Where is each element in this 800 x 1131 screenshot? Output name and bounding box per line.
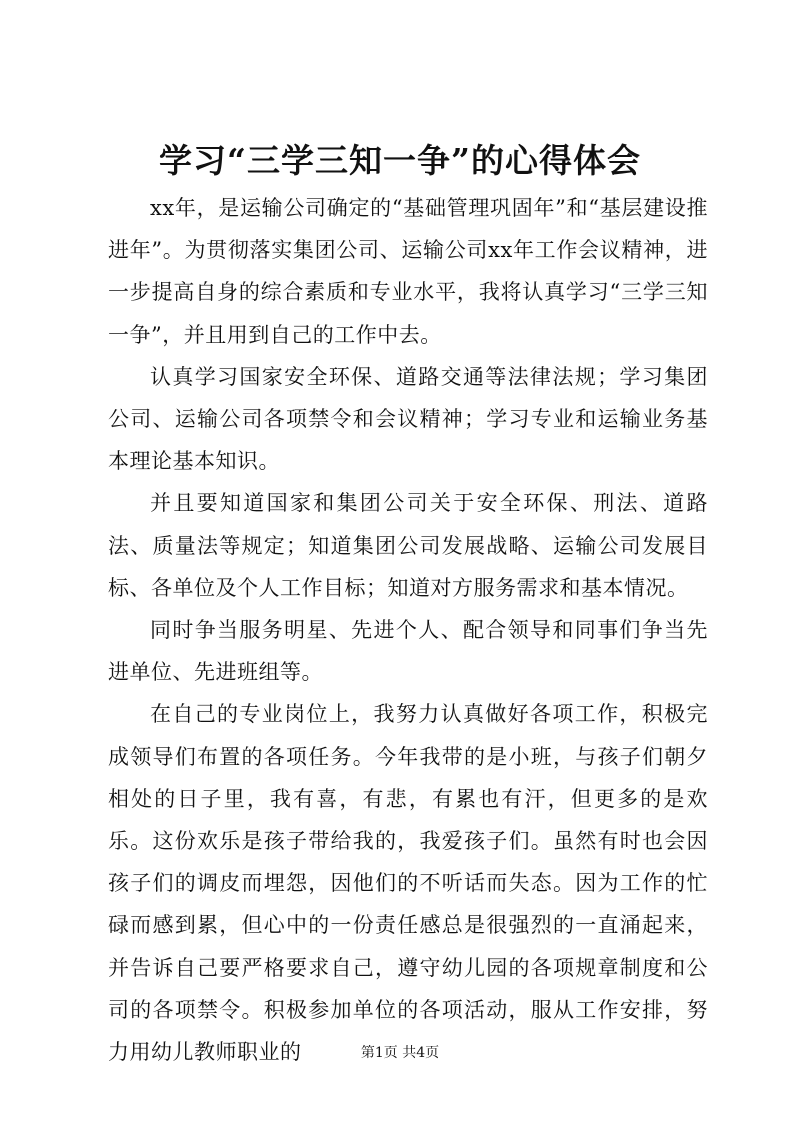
document-title: 学习“三学三知一争”的心得体会 bbox=[159, 141, 641, 180]
paragraph-1: xx年，是运输公司确定的“基础管理巩固年”和“基层建设推进年”。为贯彻落实集团公司、运输公司xx年工作会议精神，进一步提高自身的综合素质和专业水平，我将认真学习“三学三知一争”，并且用到自己的工作中去。 bbox=[108, 196, 708, 347]
paragraph-2: 认真学习国家安全环保、道路交通等法律法规；学习集团公司、运输公司各项禁令和会议精神；学习专业和运输业务基本理论基本知识。 bbox=[108, 364, 708, 474]
document-body bbox=[108, 187, 708, 1073]
paragraph-3: 并且要知道国家和集团公司关于安全环保、刑法、道路法、质量法等规定；知道集团公司发展战略、运输公司发展目标、各单位及个人工作目标；知道对方服务需求和基本情况。 bbox=[108, 491, 708, 600]
paragraph-4: 同时争当服务明星、先进个人、配合领导和同事们争当先进单位、先进班组等。 bbox=[108, 618, 708, 685]
page-number-footer: 第1页 共4页 bbox=[360, 1045, 440, 1061]
paragraph-5: 在自己的专业岗位上，我努力认真做好各项工作，积极完成领导们布置的各项任务。今年我带的是小班，与孩子们朝夕相处的日子里，我有喜，有悲，有累也有汗，但更多的是欢乐。这份欢乐是孩子带给我的，我爱孩子们。虽然有时也会因孩子们的调皮而埋怨，因他们的不听话而失态。因为工作的忙碌而感到累，但心中的一份责任感总是很强烈的一直涌起来，并告诉自己要严格要求自己，遵守幼儿园的各项规章制度和公司的各项禁令。积极参加单位的各项活动，服从工作安排，努力用幼儿教师职业的 bbox=[108, 702, 708, 1065]
